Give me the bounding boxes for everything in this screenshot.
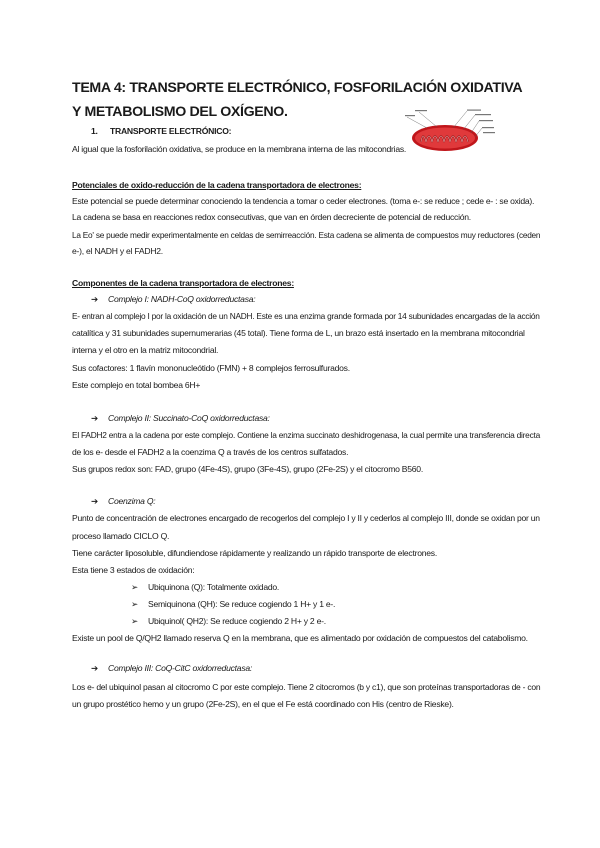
paragraph-line: de los e- desde el FADH2 a la coenzima Q a través de los centros sulfatados. [72,447,349,457]
paragraph-line: e-), el NADH y el FADH2. [72,246,163,256]
paragraph-line: interna y el otro en la matriz mitocondrial. [72,345,219,355]
arrow-icon: ➔ [91,663,98,673]
complejo-1-title: ➔ Complejo I: NADH-CoQ oxidorreductasa: [91,294,256,304]
paragraph-line: Los e- del ubiquinol pasan al citocromo C por este complejo. Tiene 2 citocromos (b y c1), que son proteínas transportadoras de - con [72,682,541,692]
list-item: ➢ Ubiquinona (Q): Totalmente oxidado. [131,582,280,592]
subsection-heading: Potenciales de oxido-reducción de la cadena transportadora de electrones: [72,180,362,190]
paragraph-line: Existe un pool de Q/QH2 llamado reserva Q en la membrana, que es alimentado por oxidación de compuestos del catabolismo. [72,633,528,643]
subsection-heading: Componentes de la cadena transportadora de electrones: [72,278,294,288]
section-heading: 1. TRANSPORTE ELECTRÓNICO: [91,126,232,136]
paragraph-line: La cadena se basa en reacciones redox consecutivas, que van en órden decreciente de potencial de reducción. [72,212,471,222]
paragraph-line: Sus cofactores: 1 flavín mononucleótido (FMN) + 8 complejos ferrosulfurados. [72,363,350,373]
complejo-3-title: ➔ Complejo III: CoQ-CitC oxidorreductasa: [91,663,253,673]
paragraph-line: E- entran al complejo I por la oxidación de un NADH. Este es una enzima grande formada por 14 subunidades encargadas de la acción [72,311,540,321]
paragraph-line: un grupo prostético hemo y un grupo (2Fe-2S), en el que el Fe está coordinado con His (centro de Rieske). [72,699,454,709]
paragraph-line: Tiene carácter liposoluble, difundiendose rápidamente y realizando un rápido transporte de electrones. [72,548,437,558]
paragraph-line: Este potencial se puede determinar conociendo la tendencia a tomar o ceder electrones. (toma e-: se reduce ; cede e- : se oxida). [72,196,535,206]
triangle-bullet-icon: ➢ [131,599,138,609]
list-item: ➢ Ubiquinol( QH2): Se reduce cogiendo 2 H+ y 2 e-. [131,616,326,626]
paragraph-line: Esta tiene 3 estados de oxidación: [72,565,195,575]
arrow-icon: ➔ [91,496,98,506]
mitochondrion-illustration [405,108,497,156]
paragraph-line: Al igual que la fosforilación oxidativa, se produce en la membrana interna de las mitocondrias. [72,144,407,154]
paragraph-line: La Eo' se puede medir experimentalmente en celdas de semirreacción. Esta cadena se alimenta de compuestos muy reductores (ceden [72,230,541,240]
complejo-2-title: ➔ Complejo II: Succinato-CoQ oxidorreductasa: [91,413,270,423]
paragraph-line: proceso llamado CICLO Q. [72,531,170,541]
coenzima-q-title: ➔ Coenzima Q: [91,496,156,506]
triangle-bullet-icon: ➢ [131,582,138,592]
triangle-bullet-icon: ➢ [131,616,138,626]
paragraph-line: El FADH2 entra a la cadena por este complejo. Contiene la enzima succinato deshidrogenasa, la cual permite una transferencia directa [72,430,540,440]
page-title: TEMA 4: TRANSPORTE ELECTRÓNICO, FOSFORILACIÓN OXIDATIVA Y METABOLISMO DEL OXÍGENO. [72,80,522,120]
arrow-icon: ➔ [91,413,98,423]
arrow-icon: ➔ [91,294,98,304]
paragraph-line: Sus grupos redox son: FAD, grupo (4Fe-4S), grupo (3Fe-4S), grupo (2Fe-2S) y el citocromo B560. [72,464,423,474]
paragraph-line: Este complejo en total bombea 6H+ [72,380,201,390]
paragraph-line: catalítica y 31 subunidades supernumerarias (45 total). Tiene forma de L, un brazo está insertado en la membrana mitocondrial [72,328,525,338]
paragraph-line: Punto de concentración de electrones encargado de recogerlos del complejo I y II y cederlos al complejo III, donde se oxidan por un [72,513,540,523]
list-item: ➢ Semiquinona (QH): Se reduce cogiendo 1 H+ y 1 e-. [131,599,336,609]
